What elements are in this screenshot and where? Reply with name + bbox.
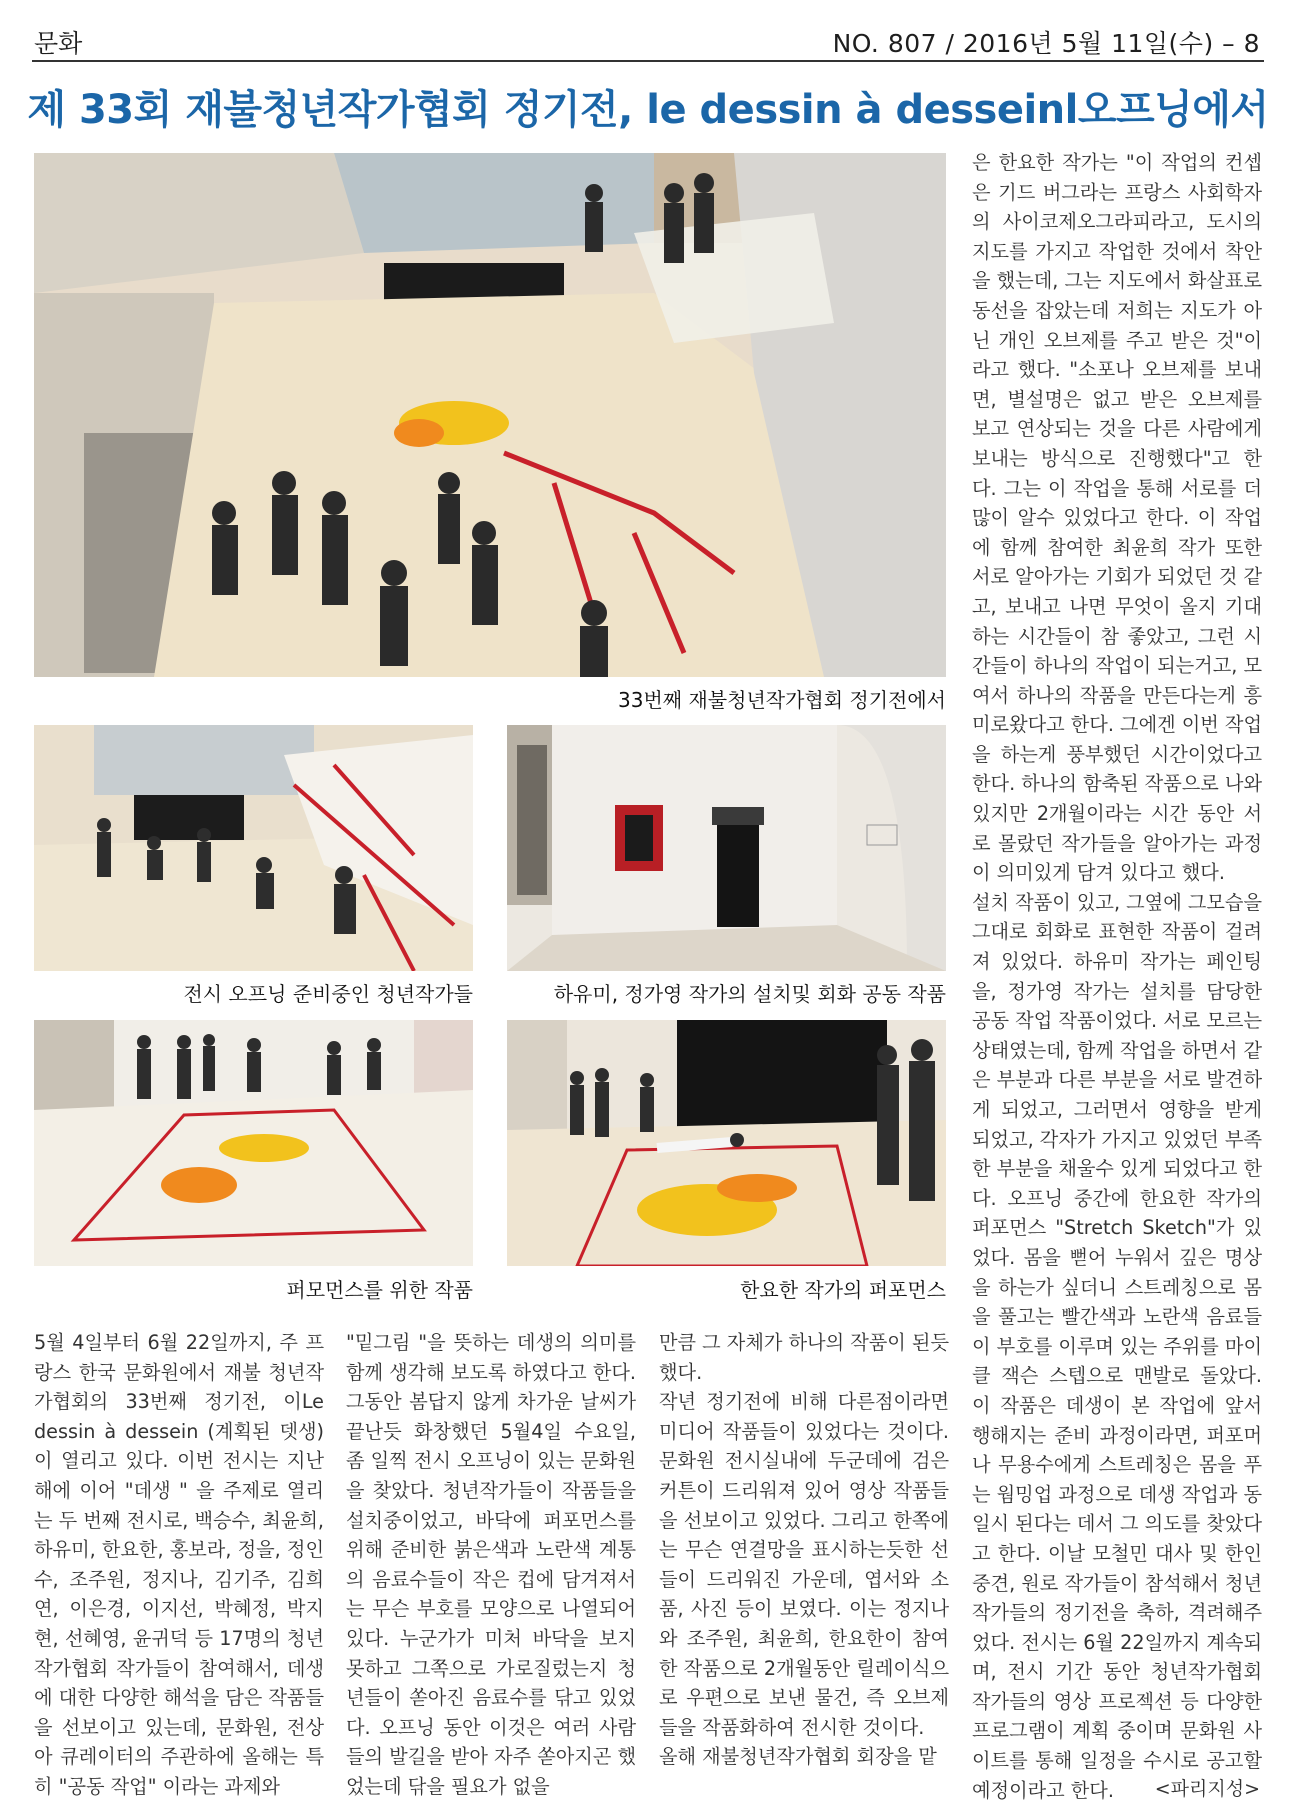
article-right-column [972,148,1262,1805]
article-column-2 [346,1328,636,1802]
photo-artists-preparing [34,725,473,971]
caption-main-photo: 33번째 재불청년작가협회 정기전에서 [618,688,946,712]
main-photo [34,153,946,677]
photo-performance-piece [34,1020,473,1266]
caption-photo4: 퍼모먼스를 위한 작품 [286,1278,473,1302]
paragraph: 작년 정기전에 비해 다른점이라면 미디어 작품들이 있었다는 것이다. 문화원 전시실내에 두군데에 검은 커튼이 드리워져 있어 영상 작품들을 선보이고 있었다. 그리고 한쪽에는 무슨 연결망을 표시하는듯한 선들이 드리워진 가운데, 엽서와 소품, 사진 등이 보였다. 이는 정지나와 조주원, 최윤희, 한요한이 참여한 작품으로 2개월동안 릴레이식으로 우편으로 보낸 물건, 즉 오브제들을 작품화하여 전시한 것이다. [659,1390,949,1739]
header-divider [32,60,1264,62]
photo-collaborative-work [507,725,946,971]
issue-info: NO. 807 / 2016년 5월 11일(수) – 8 [832,29,1260,58]
paragraph: "밑그림 "을 뜻하는 데생의 의미를 함께 생각해 보도록 하였다고 한다. 그동안 봄답지 않게 차가운 날씨가 끝난듯 화창했던 5월4일 수요일, 좀 일찍 전시 오프닝이 있는 문화원을 찾았다. 청년작가들이 작품들을 설치중이었고, 바닥에 퍼포먼스를 위해 준비한 붉은색과 노란색 계통의 음료수들이 작은 컵에 담겨져서는 무슨 부호를 모양으로 나열되어 있다. 누군가가 미처 바닥을 보지 못하고 그쪽으로 가로질렀는지 청년들이 쏟아진 음료수를 닦고 있었다. 오프닝 동안 이것은 여러 사람들의 발길을 받아 자주 쏟아지곤 했었는데 닦을 필요가 없을 [346,1331,636,1798]
article-column-1 [34,1328,324,1802]
headline: 제 33회 재불청년작가협회 정기전, le dessin à desseinl오프닝에서 [27,87,1269,133]
paragraph: 은 한요한 작가는 "이 작업의 컨셉은 기드 버그라는 프랑스 사회학자의 사이코제오그라피라고, 도시의 지도를 가지고 작업한 것에서 착안을 했는데, 그는 지도에서 화살표로 동선을 잡았는데 저희는 지도가 아닌 개인 오브제를 주고 받은 것"이라고 했다. "소포나 오브제를 보내면, 별설명은 없고 받은 오브제를 보고 연상되는 것을 다른 사람에게 보내는 방식으로 진행했다"고 한다. 그는 이 작업을 통해 서로를 더 많이 알수 있었다고 한다. 이 작업에 함께 참여한 최윤희 작가 또한 서로 알아가는 기회가 되었던 것 같고, 보내고 나면 무엇이 올지 기대하는 시간들이 참 좋았고, 그런 시간들이 하나의 작업이 되는거고, 모여서 하나의 작품을 만든다는게 흥미로왔다고 한다. 그에겐 이번 작업을 하는게 풍부했던 시간이었다고 한다. 하나의 함축된 작품으로 나와있지만 2개월이라는 시간 동안 서로 몰랐던 작가들을 알아가는 과정이 의미있게 담겨 있다고 했다. [972,151,1262,885]
photo-han-yohan-performance [507,1020,946,1266]
paragraph: 5월 4일부터 6월 22일까지, 주 프랑스 한국 문화원에서 재불 청년작가협회의 33번째 정기전, 이Le dessin à dessein (계획된 뎃생)이 열리고 있다. 이번 전시는 지난해에 이어 "데생 " 을 주제로 열리는 두 번째 전시로, 백승수, 최윤희, 하유미, 한요한, 홍보라, 정을, 정인수, 조주원, 정지나, 김기주, 김희연, 이은경, 이지선, 박혜정, 박지현, 선혜영, 윤귀덕 등 17명의 청년작가협회 작가들이 참여해서, 데생에 대한 다양한 해석을 담은 작품들을 선보이고 있는데, 문화원, 전상아 큐레이터의 주관하에 올해는 특히 "공동 작업" 이라는 과제와 [34,1331,324,1798]
article-column-3 [659,1328,949,1772]
section-label: 문화 [34,29,83,58]
caption-photo5: 한요한 작가의 퍼포먼스 [740,1278,946,1302]
paragraph: 만큼 그 자체가 하나의 작품이 된듯 했다. [659,1331,949,1384]
paragraph: 설치 작품이 있고, 그옆에 그모습을 그대로 회화로 표현한 작품이 걸려져 있었다. 하유미 작가는 페인팅을, 정가영 작가는 설치를 담당한 공동 작업 작품이었다. 서로 모르는 상태였는데, 함께 작업을 하면서 같은 부분과 다른 부분을 서로 발견하게 되었고, 그러면서 영향을 받게 되었고, 각자가 가지고 있었던 부족한 부분을 채울수 있게 되었다고 한다. 오프닝 중간에 한요한 작가의 퍼포먼스 "Stretch Sketch"가 있었다. 몸을 뻗어 누워서 깊은 명상을 하는가 싶더니 스트레칭으로 몸을 풀고는 빨간색과 노란색 음료들이 부호를 이루며 있는 주위를 마이클 잭슨 스텝으로 맨발로 돌았다. 이 작품은 데생이 본 작업에 앞서 행해지는 준비 과정이라면, 퍼포머나 무용수에게 스트레칭은 몸을 푸는 웜밍업 과정으로 데생 작업과 동일시 된다는 데서 그 의도를 찾았다고 한다. 이날 모철민 대사 및 한인 중견, 원로 작가들이 참석해서 청년 작가들의 정기전을 축하, 격려해주었다. 전시는 6월 22일까지 계속되며, 전시 기간 동안 청년작가협회 작가들의 영상 프로젝션 등 다양한 프로그램이 계획 중이며 문화원 사이트를 통해 일정을 수시로 공고할 예정이라고 한다. [972,890,1262,1802]
caption-photo3: 하유미, 정가영 작가의 설치및 회화 공동 작품 [553,982,946,1006]
byline-source: <파리지성> [1154,1778,1260,1800]
caption-photo2: 전시 오프닝 준비중인 청년작가들 [183,982,473,1006]
paragraph: 올해 재불청년작가협회 회장을 맡 [659,1745,937,1769]
